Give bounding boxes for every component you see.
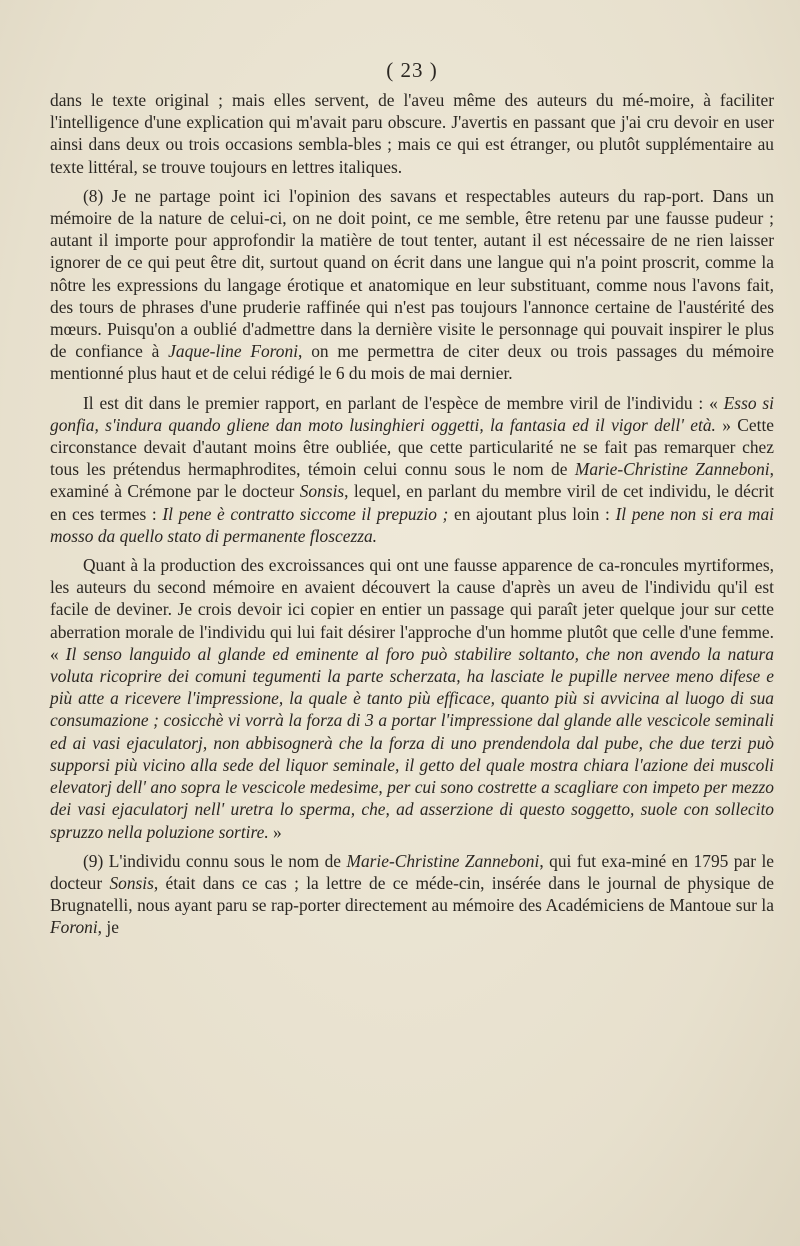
italic-run: Foroni — [50, 917, 98, 938]
italic-run: Esso si gonfia, s'indura quando gliene dan moto lusinghieri oggetti, la fantasia ed il vigor dell' età. — [50, 392, 774, 435]
text-run: dans le texte original ; mais elles servent, de l'aveu même des auteurs du mé-moire, à faciliter l'intelligence d'une explication qui m'avait paru obscure. J'avertis en passant que j'ai cru devoir en user ainsi dans deux ou trois occasions sembla-bles ; mais ce qui est étranger, ou plutôt supplémentaire au texte littéral, se trouve toujours en lettres italiques. — [50, 90, 774, 177]
text-run: Il est dit dans le premier rapport, en parlant de l'espèce de membre viril de l'individu : « — [83, 392, 724, 413]
italic-run: Il pene non si era mai mosso da quello stato di permanente floscezza. — [50, 503, 774, 546]
text-body — [50, 89, 774, 939]
page-number: ( 23 ) — [386, 58, 438, 82]
text-run: , examiné à Crémone par le docteur — [50, 459, 774, 502]
italic-run: Marie-Christine Zanneboni — [346, 850, 540, 871]
italic-run: Marie-Christine Zanneboni — [574, 459, 770, 480]
text-run: (8) Je ne partage point ici l'opinion des savans et respectables auteurs du rap-port. Dans un mémoire de la nature de celui-ci, on ne doit point, ce me semble, être retenu par une fausse pudeur ; autant il importe pour approfondir la matière de tout tenter, autant il est nécessaire de ne rien laisser ignorer de ce qui peut être dit, surtout quand on écrit dans une langue qui n'a point proscrit, comme la nôtre les expressions du langage érotique et anatomique en leur substituant, comme nous l'avons fait, des tours de phrases d'une pruderie raffinée qui n'est pas toujours l'annonce certaine de l'austérité des mœurs. Puisqu'on a oublié d'admettre dans la dernière visite le personnage qui pouvait inspirer le plus de confiance à — [50, 185, 774, 362]
italic-run: Il senso languido al glande ed eminente al foro può stabilire soltanto, che non avendo la natura voluta ricoprire dei comuni tegumenti la parte scherzata, ha lasciate le pupille nervee meno difese e più atte a ricevere l'impressione, la quale è tanto più efficace, quanto più si avvicina al luogo di sua consumazione ; cosicchè vi vorrà la forza di 3 a portar l'impressione dal glande alle vescicole seminali ed ai vasi ejaculatorj, non abbisognerà che la forza di uno prendendola dal pube, che due terzi può supporsi più vicino alla sede del liquor seminale, il getto del quale mostra chiara l'azione dei muscoli elevatorj dell' ano sopra le vescicole medesime, per cui sono costrette a scagliare con impeto per mezzo dei vasi ejaculatorj nell' uretra lo sperma, che, ad asserzione di questo soggetto, suole con sollecito spruzzo nella poluzione sortire. — [50, 643, 775, 842]
paragraph-continuation — [50, 89, 774, 178]
italic-run: Il pene è contratto siccome il prepuzio ; — [162, 503, 449, 524]
italic-run: Sonsis — [299, 481, 345, 502]
italic-run: Sonsis — [109, 872, 154, 893]
italic-run: Jaque-line Foroni — [168, 341, 299, 362]
paragraph-note-9 — [50, 850, 774, 939]
text-run: Quant à la production des excroissances qui ont une fausse apparence de ca-roncules myrtiformes, les auteurs du second mémoire en avaient découvert la cause d'après un aveu de l'individu qu'il est facile de deviner. Je crois devoir ici copier en entier un passage qui paraît jeter quelque jour sur cette aberration morale de l'individu qui lui fait désirer l'approche d'un homme plutôt que celle d'une femme. « — [50, 555, 774, 664]
text-run: » — [268, 821, 282, 842]
text-run: , on me permettra de citer deux ou trois passages du mémoire mentionné plus haut et de celui rédigé le 6 du mois de mai dernier. — [50, 341, 775, 384]
paragraph-quant — [50, 554, 774, 843]
text-run: , je — [97, 917, 119, 938]
text-run: (9) L'individu connu sous le nom de — [83, 850, 347, 871]
text-run: , lequel, en parlant du membre viril de cet individu, le décrit en ces termes : — [50, 481, 775, 524]
text-run: » Cette circonstance devait d'autant moins être oubliée, que cette particularité ne se fait pas remarquer chez tous les prétendus hermaphrodites, témoin celui connu sous le nom de — [50, 414, 774, 480]
paragraph-premier-rapport — [50, 392, 774, 547]
paragraph-note-8 — [50, 185, 774, 385]
text-run: en ajoutant plus loin : — [448, 503, 616, 524]
text-run: , qui fut exa-miné en 1795 par le docteur — [50, 850, 774, 893]
text-run: , était dans ce cas ; la lettre de ce méde-cin, insérée dans le journal de physique de Brugnatelli, nous ayant paru se rap-porter directement au mémoire des Académiciens de Mantoue sur la — [50, 872, 775, 916]
